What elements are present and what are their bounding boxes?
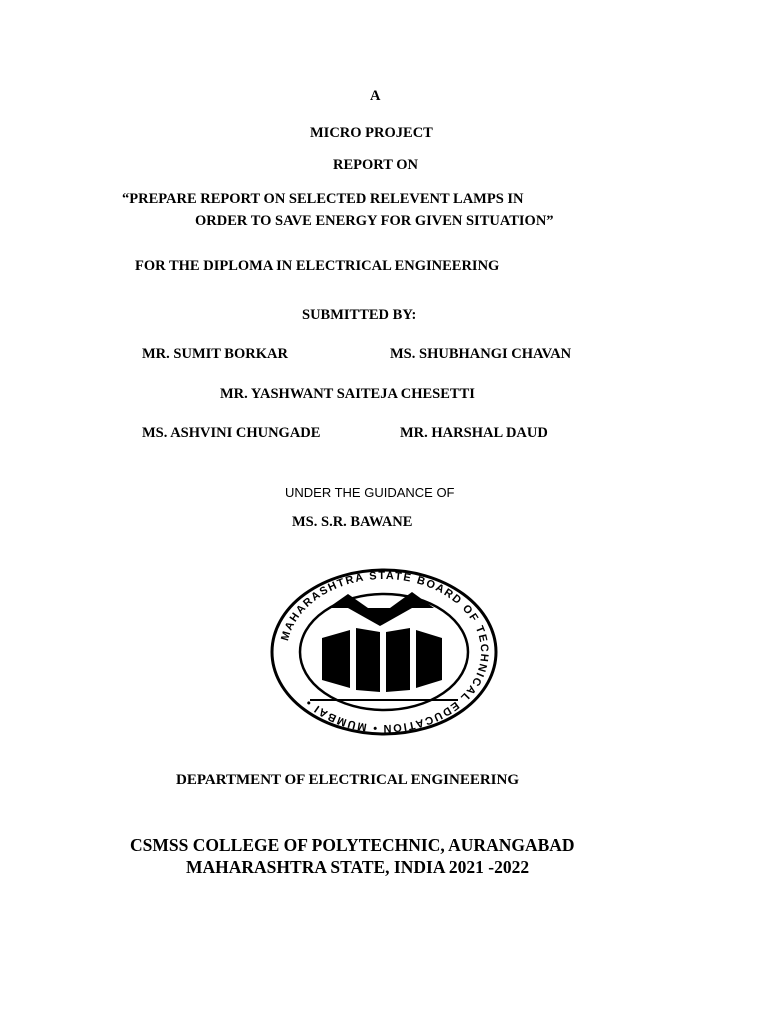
msbte-logo [270, 568, 498, 736]
guidance-label: UNDER THE GUIDANCE OF [285, 485, 455, 500]
project-title-line-2: ORDER TO SAVE ENERGY FOR GIVEN SITUATION” [195, 213, 554, 229]
department-line: DEPARTMENT OF ELECTRICAL ENGINEERING [176, 772, 520, 788]
project-title-line-1: “PREPARE REPORT ON SELECTED RELEVENT LAMPS IN [122, 191, 524, 207]
heading-a: A [370, 88, 381, 104]
heading-report-on: REPORT ON [333, 157, 419, 173]
msbte-seal-icon [270, 568, 498, 736]
heading-micro-project: MICRO PROJECT [310, 125, 433, 141]
student-name: MR. SUMIT BORKAR [142, 346, 288, 362]
state-year-line: MAHARASHTRA STATE, INDIA 2021 -2022 [186, 857, 530, 877]
student-name: MS. SHUBHANGI CHAVAN [390, 346, 572, 362]
student-name: MS. ASHVINI CHUNGADE [142, 425, 321, 441]
guide-name: MS. S.R. BAWANE [292, 514, 413, 530]
diploma-line: FOR THE DIPLOMA IN ELECTRICAL ENGINEERING [135, 258, 500, 274]
college-name: CSMSS COLLEGE OF POLYTECHNIC, AURANGABAD [130, 835, 575, 855]
svg-text:MAHARASHTRA STATE BOARD OF TEC: MAHARASHTRA STATE BOARD OF TECHNICAL EDUCATION • MUMBAI • [279, 569, 491, 735]
student-name: MR. YASHWANT SAITEJA CHESETTI [220, 386, 475, 402]
student-name: MR. HARSHAL DAUD [400, 425, 548, 441]
submitted-by-label: SUBMITTED BY: [302, 307, 417, 323]
